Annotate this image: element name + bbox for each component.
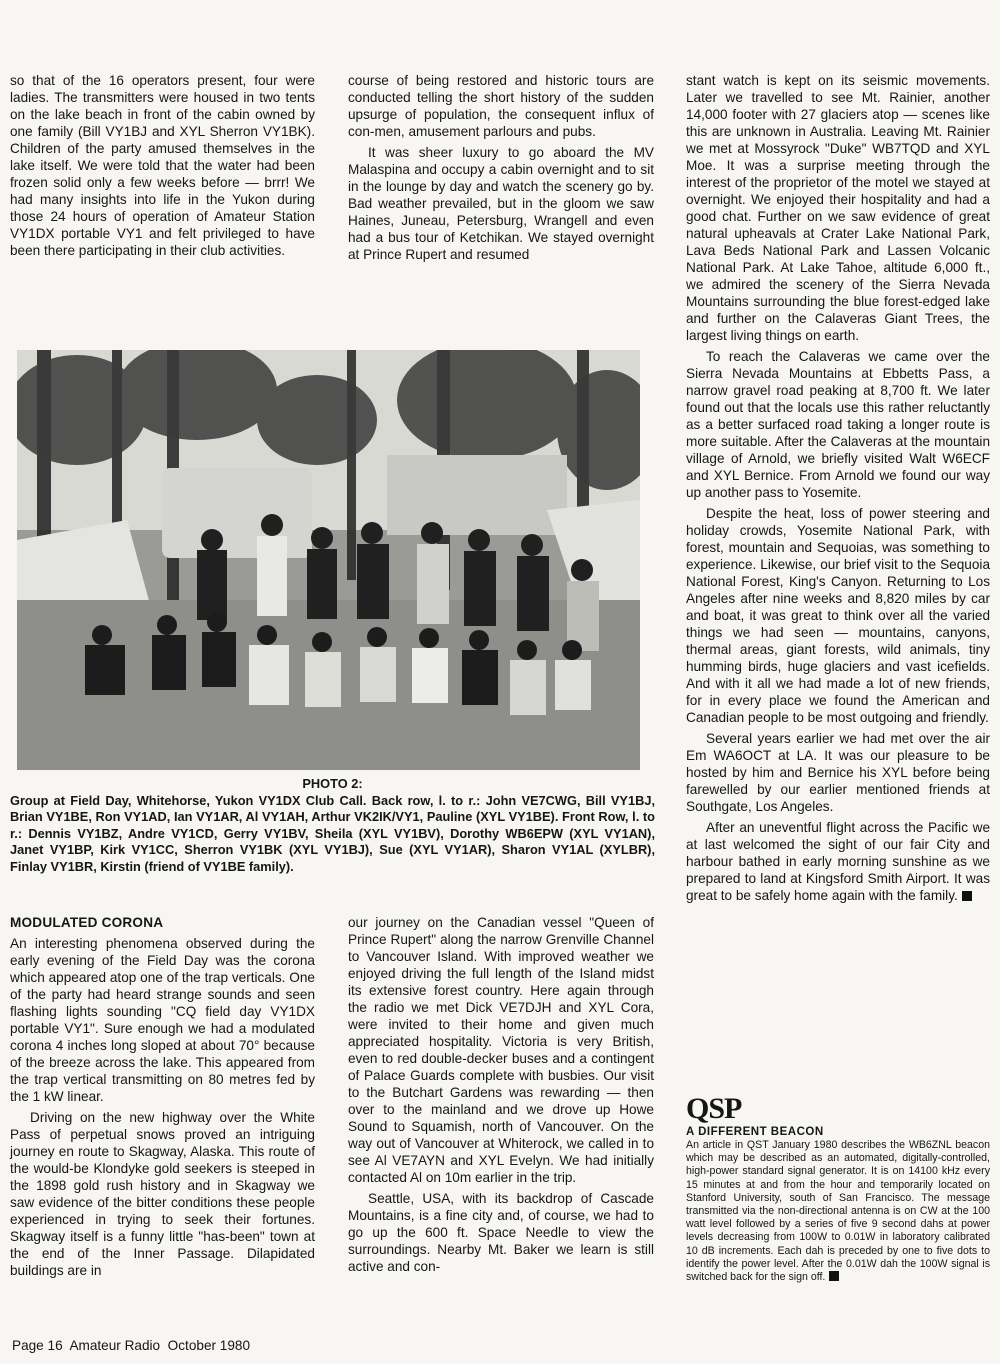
paragraph: An interesting phenomena observed during the early evening of the Field Day was the corona which appeared atop one of the trap verticals. One of the party had heard strange sounds and seen flashing lights sounding "CQ field day VY1DX portable VY1". Sure enough we had a modulated corona 4 inches long sloped at about 70° because of the breeze across the lake. This appeared from the trap vertical transmitting on 80 metres fed by the 1 kW linear. <box>10 936 315 1104</box>
paragraph: our journey on the Canadian vessel "Queen of Prince Rupert" along the narrow Grenville Channel to Vancouver Island. With improved weather we enjoyed driving the full length of the Island midst its extensive forest country. Here again through the radio we met Dick VE7DJH and XYL Cora, were invited to their home and given much appreciated hospitality. Victoria is very British, even to red double-decker buses and a contingent of Palace Guards complete with busbies. Our visit to the Butchart Gardens was rewarding — then over to the mainland and we drove up Howe Sound to Squamish, north of Vancouver. On the way out of Vancouver at Whiterock, we called in to see Al VE7AYN and XYL Evelyn. We had initially contacted Al on 10m earlier in the trip. <box>348 915 654 1185</box>
section-heading: MODULATED CORONA <box>10 915 164 930</box>
paragraph: Seattle, USA, with its backdrop of Cascade Mountains, is a fine city and, of course, we had to go up the 600 ft. Space Needle to view the surroundings. Nearby Mt. Baker we learn is still active and con- <box>348 1191 654 1274</box>
page-footer: Page 16 Amateur Radio October 1980 <box>12 1338 251 1353</box>
caption-text: Group at Field Day, Whitehorse, Yukon VY1DX Club Call. Back row, l. to r.: John VE7CWG, Bill VY1BJ, Brian VY1BE, Ron VY1AD, Ian VY1AR, Al VY1AH, Arthur VK2IK/VY1, Pauline (XYL VY1BE). Front Row, l. to r.: Dennis VY1BZ, Andre VY1CD, Gerry VY1BV, Sheila (XYL VY1BV), Dorothy WB6EPW (XYL VY1AN), Janet VY1BP, Kirk VY1CC, Sherron VY1BK (XYL VY1BJ), Sue (XYL VY1AR), Sharon VY1AL (XYLBR), Finlay VY1BR, Kirstin (friend of VY1BE family). <box>10 792 655 874</box>
paragraph <box>686 819 990 904</box>
column2-bottom <box>348 914 654 1279</box>
paragraph: course of being restored and historic tours are conducted telling the short history of the sudden upsurge of population, the consequent influx of con-men, amusement parlours and pubs. <box>348 73 654 139</box>
paragraph-text: After an uneventful flight across the Pacific we at last welcomed the sight of our fair City and harbour bathed in early morning sunshine as we prepared to land at Kingsford Smith Airport. It was great to be safely home again with the family. <box>686 820 990 903</box>
caption-title: PHOTO 2: <box>302 776 363 791</box>
paragraph: so that of the 16 operators present, four were ladies. The transmitters were housed in two tents on the lake beach in front of the cabin owned by one family (Bill VY1BJ and XYL Sherron VY1BK). Children of the party amused themselves in the lake itself. We were told that the water had been frozen solid only a few weeks before — brrr! We had many insights into life in the Yukon during those 24 hours of operation of Amateur Station VY1DX portable VY1 and felt privileged to have been there participating in their club activities. <box>10 73 315 258</box>
column1-bottom <box>10 914 315 1283</box>
paragraph: Driving on the new highway over the White Pass of perpetual snows proved an intriguing journey en route to Skagway, Alaska. This route of the would-be Klondyke gold seekers is steeped in the 1898 gold rush history and in Skagway we saw evidence of the bitter conditions these people experienced in trying to seek their fortunes. Skagway itself is a funny little "has-been" town at the end of the Inner Passage. Dilapidated buildings are in <box>10 1110 315 1278</box>
column1-top <box>10 72 315 263</box>
paragraph: stant watch is kept on its seismic movements. Later we travelled to see Mt. Rainier, another 14,000 footer with 27 glaciers atop — scenes like this are unknown in Australia. Leaving Mt. Rainier we met at Mossyrock "Duke" WB7TQD and XYL Moe. It was a surprise meeting through the interest of the proprietor of the motel we stayed at overnight. We enjoyed their hospitality and had a good chat. Further on we saw evidence of great natural upheavals at Crater Lake National Park, Lava Beds National Park and Lassen Volcanic National Park. At Lake Tahoe, altitude 6,000 ft., we admired the scenery of the Sierra Nevada Mountains surrounding the blue forest-edged lake and further on the Calaveras Giant Trees, the largest living things on earth. <box>686 73 990 343</box>
end-mark-icon <box>962 891 972 901</box>
qsp-masthead: QSP <box>686 1092 742 1125</box>
column2-top <box>348 72 654 267</box>
paragraph: Despite the heat, loss of power steering and holiday crowds, Yosemite National Park, with forest, mountain and Sequoias, was something to experience. Likewise, our brief visit to the Sequoia National Forest, King's Canyon. Returning to Los Angeles after nine weeks and 8,820 miles by car and boat, it was great to think over all the varied things we had seen — mountains, canyons, thermal areas, giant forests, wild animals, tiny humming birds, huge glaciers and vast icefields. And with it all we had made a lot of new friends, for in every place we found the American and Canadian people to be most outgoing and friendly. <box>686 506 990 725</box>
column3 <box>686 72 990 908</box>
qsp-body-text: An article in QST January 1980 describes the WB6ZNL beacon which may be described as an automated, digitally-controlled, high-power standard signal generator. It is on 14100 kHz every 15 minutes at and from the hour and temporarily located on Stanford University, south of San Francisco. The message transmitted via the non-directional antenna is on CW at the 100 watt level followed by a series of five 9 second dahs at power levels decreasing from 100W to 0.01W in laboratory calibrated 10 dB increments. Each dah is preceded by one to five dots to identify the power level. After the 0.01W dah the 100W signal is switched back for the sign off. <box>686 1139 990 1284</box>
qsp-body <box>686 1139 990 1284</box>
paragraph: It was sheer luxury to go aboard the MV Malaspina and occupy a cabin overnight and to sit in the lounge by day and watch the scenery go by. Bad weather prevailed, but in the gloom we saw Haines, Juneau, Petersburg, Wrangell and even had a bus tour of Ketchikan. We stayed overnight at Prince Rupert and resumed <box>348 145 654 262</box>
photo-illustration <box>17 350 640 770</box>
group-photo <box>17 350 640 770</box>
end-mark-icon <box>829 1271 839 1281</box>
paragraph: Several years earlier we had met over the air Em WA6OCT at LA. It was our pleasure to be hosted by him and Bernice his XYL before being farewelled by our earlier mentioned friends at Southgate, Los Angeles. <box>686 731 990 814</box>
photo-caption <box>10 776 655 875</box>
paragraph: To reach the Calaveras we came over the Sierra Nevada Mountains at Ebbetts Pass, a narrow gravel road peaking at 8,700 ft. We later found out that the locals use this rather reluctantly as a better surfaced road taking a longer route is more suitable. After the Calaveras at the mountain village of Arnold, we briefly visited Walt W6ECF and XYL Bernice. From Arnold we found our way up another pass to Yosemite. <box>686 349 990 500</box>
qsp-subhead: A DIFFERENT BEACON <box>686 1126 824 1138</box>
qsp-section <box>686 1094 990 1284</box>
